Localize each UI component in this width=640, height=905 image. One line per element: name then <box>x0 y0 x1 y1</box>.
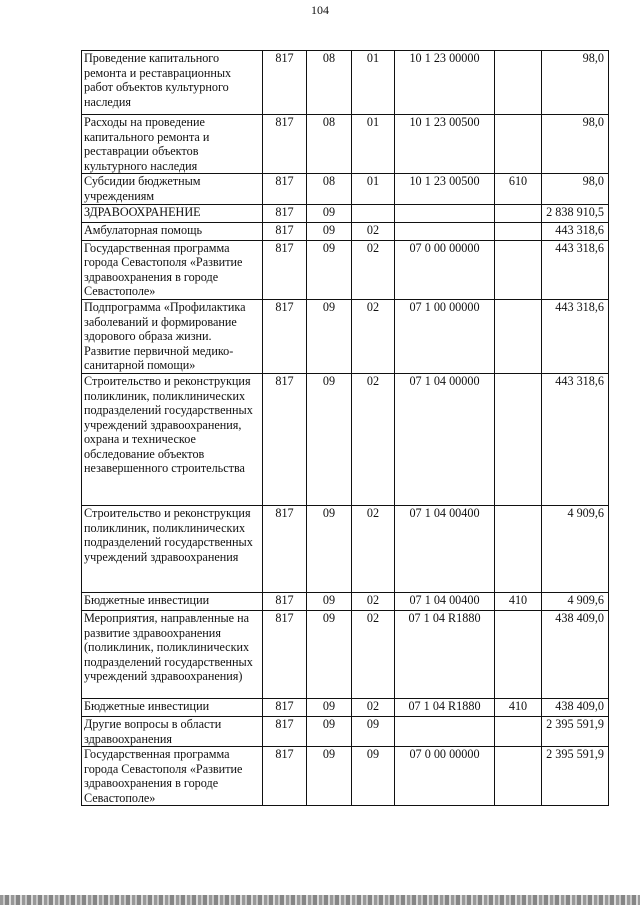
section-code-cell: 09 <box>307 610 352 698</box>
table-row <box>82 240 609 299</box>
target-article-cell: 10 1 23 00500 <box>395 174 495 204</box>
subsection-code-cell: 01 <box>352 51 395 115</box>
department-code-cell: 817 <box>263 222 307 240</box>
row-name-cell: Подпрограмма «Профилактика заболеваний и формирование здорового образа жизни. Развитие первичной медико-санитарной помощи» <box>82 299 263 373</box>
section-code-cell: 09 <box>307 716 352 746</box>
amount-cell: 443 318,6 <box>542 299 609 373</box>
expense-type-cell: 410 <box>495 592 542 610</box>
department-code-cell: 817 <box>263 610 307 698</box>
row-name-cell: Строительство и реконструкция поликлиник, поликлинических подразделений государственных учреждений здравоохранения <box>82 505 263 592</box>
row-name-cell: Государственная программа города Севастополя «Развитие здравоохранения в городе Севастополе» <box>82 240 263 299</box>
row-name-cell: Бюджетные инвестиции <box>82 592 263 610</box>
expense-type-cell <box>495 51 542 115</box>
department-code-cell: 817 <box>263 174 307 204</box>
amount-cell: 98,0 <box>542 174 609 204</box>
department-code-cell: 817 <box>263 240 307 299</box>
expense-type-cell <box>495 610 542 698</box>
subsection-code-cell: 02 <box>352 505 395 592</box>
amount-cell: 4 909,6 <box>542 592 609 610</box>
expense-type-cell <box>495 240 542 299</box>
department-code-cell: 817 <box>263 51 307 115</box>
table-row <box>82 115 609 174</box>
subsection-code-cell: 02 <box>352 240 395 299</box>
expense-type-cell <box>495 505 542 592</box>
subsection-code-cell: 02 <box>352 592 395 610</box>
page-number: 104 <box>311 3 329 17</box>
row-name-cell: Государственная программа города Севастополя «Развитие здравоохранения в городе Севастополе» <box>82 747 263 806</box>
amount-cell: 2 395 591,9 <box>542 716 609 746</box>
table-row <box>82 747 609 806</box>
department-code-cell: 817 <box>263 592 307 610</box>
subsection-code-cell: 02 <box>352 610 395 698</box>
amount-cell: 443 318,6 <box>542 222 609 240</box>
table-row <box>82 610 609 698</box>
target-article-cell: 07 1 04 00400 <box>395 505 495 592</box>
row-name-cell: Амбулаторная помощь <box>82 222 263 240</box>
target-article-cell <box>395 222 495 240</box>
section-code-cell: 09 <box>307 240 352 299</box>
table-row <box>82 716 609 746</box>
department-code-cell: 817 <box>263 747 307 806</box>
table-row <box>82 698 609 716</box>
expense-type-cell <box>495 747 542 806</box>
amount-cell: 438 409,0 <box>542 698 609 716</box>
table-row <box>82 174 609 204</box>
section-code-cell: 09 <box>307 373 352 505</box>
target-article-cell: 07 1 04 00000 <box>395 373 495 505</box>
department-code-cell: 817 <box>263 716 307 746</box>
department-code-cell: 817 <box>263 505 307 592</box>
subsection-code-cell <box>352 204 395 222</box>
section-code-cell: 08 <box>307 115 352 174</box>
department-code-cell: 817 <box>263 698 307 716</box>
amount-cell: 2 838 910,5 <box>542 204 609 222</box>
section-code-cell: 08 <box>307 51 352 115</box>
table-row <box>82 222 609 240</box>
target-article-cell: 07 1 04 00400 <box>395 592 495 610</box>
target-article-cell: 07 1 04 R1880 <box>395 698 495 716</box>
table-row <box>82 204 609 222</box>
expense-type-cell <box>495 222 542 240</box>
subsection-code-cell: 09 <box>352 716 395 746</box>
target-article-cell: 07 0 00 00000 <box>395 240 495 299</box>
department-code-cell: 817 <box>263 204 307 222</box>
subsection-code-cell: 09 <box>352 747 395 806</box>
expense-type-cell <box>495 716 542 746</box>
row-name-cell: Расходы на проведение капитального ремонта и реставрации объектов культурного наследия <box>82 115 263 174</box>
section-code-cell: 09 <box>307 592 352 610</box>
row-name-cell: Строительство и реконструкция поликлиник, поликлинических подразделений государственных учреждений здравоохранения, охрана и техническое обследование объектов незавершенного строительства <box>82 373 263 505</box>
expense-type-cell <box>495 373 542 505</box>
department-code-cell: 817 <box>263 373 307 505</box>
target-article-cell <box>395 204 495 222</box>
expense-type-cell <box>495 115 542 174</box>
section-code-cell: 09 <box>307 747 352 806</box>
expense-type-cell: 410 <box>495 698 542 716</box>
amount-cell: 2 395 591,9 <box>542 747 609 806</box>
scan-edge-band <box>0 895 640 905</box>
section-code-cell: 09 <box>307 698 352 716</box>
target-article-cell <box>395 716 495 746</box>
department-code-cell: 817 <box>263 115 307 174</box>
section-code-cell: 09 <box>307 299 352 373</box>
row-name-cell: Другие вопросы в области здравоохранения <box>82 716 263 746</box>
table-row <box>82 592 609 610</box>
subsection-code-cell: 02 <box>352 222 395 240</box>
subsection-code-cell: 02 <box>352 698 395 716</box>
expense-type-cell: 610 <box>495 174 542 204</box>
section-code-cell: 09 <box>307 204 352 222</box>
section-code-cell: 09 <box>307 222 352 240</box>
target-article-cell: 10 1 23 00500 <box>395 115 495 174</box>
target-article-cell: 10 1 23 00000 <box>395 51 495 115</box>
expense-type-cell <box>495 299 542 373</box>
row-name-cell: Проведение капитального ремонта и реставрационных работ объектов культурного наследия <box>82 51 263 115</box>
table-row <box>82 505 609 592</box>
amount-cell: 443 318,6 <box>542 373 609 505</box>
expense-type-cell <box>495 204 542 222</box>
amount-cell: 438 409,0 <box>542 610 609 698</box>
target-article-cell: 07 1 04 R1880 <box>395 610 495 698</box>
target-article-cell: 07 0 00 00000 <box>395 747 495 806</box>
subsection-code-cell: 02 <box>352 299 395 373</box>
row-name-cell: Субсидии бюджетным учреждениям <box>82 174 263 204</box>
row-name-cell: Мероприятия, направленные на развитие здравоохранения (поликлиник, поликлинических подразделений государственных учреждений здравоохранения) <box>82 610 263 698</box>
section-code-cell: 09 <box>307 505 352 592</box>
subsection-code-cell: 01 <box>352 174 395 204</box>
target-article-cell: 07 1 00 00000 <box>395 299 495 373</box>
table-row <box>82 51 609 115</box>
table-row <box>82 299 609 373</box>
amount-cell: 443 318,6 <box>542 240 609 299</box>
budget-table <box>81 50 609 806</box>
section-code-cell: 08 <box>307 174 352 204</box>
subsection-code-cell: 02 <box>352 373 395 505</box>
amount-cell: 4 909,6 <box>542 505 609 592</box>
table-row <box>82 373 609 505</box>
amount-cell: 98,0 <box>542 115 609 174</box>
row-name-cell: Бюджетные инвестиции <box>82 698 263 716</box>
row-name-cell: ЗДРАВООХРАНЕНИЕ <box>82 204 263 222</box>
amount-cell: 98,0 <box>542 51 609 115</box>
subsection-code-cell: 01 <box>352 115 395 174</box>
department-code-cell: 817 <box>263 299 307 373</box>
